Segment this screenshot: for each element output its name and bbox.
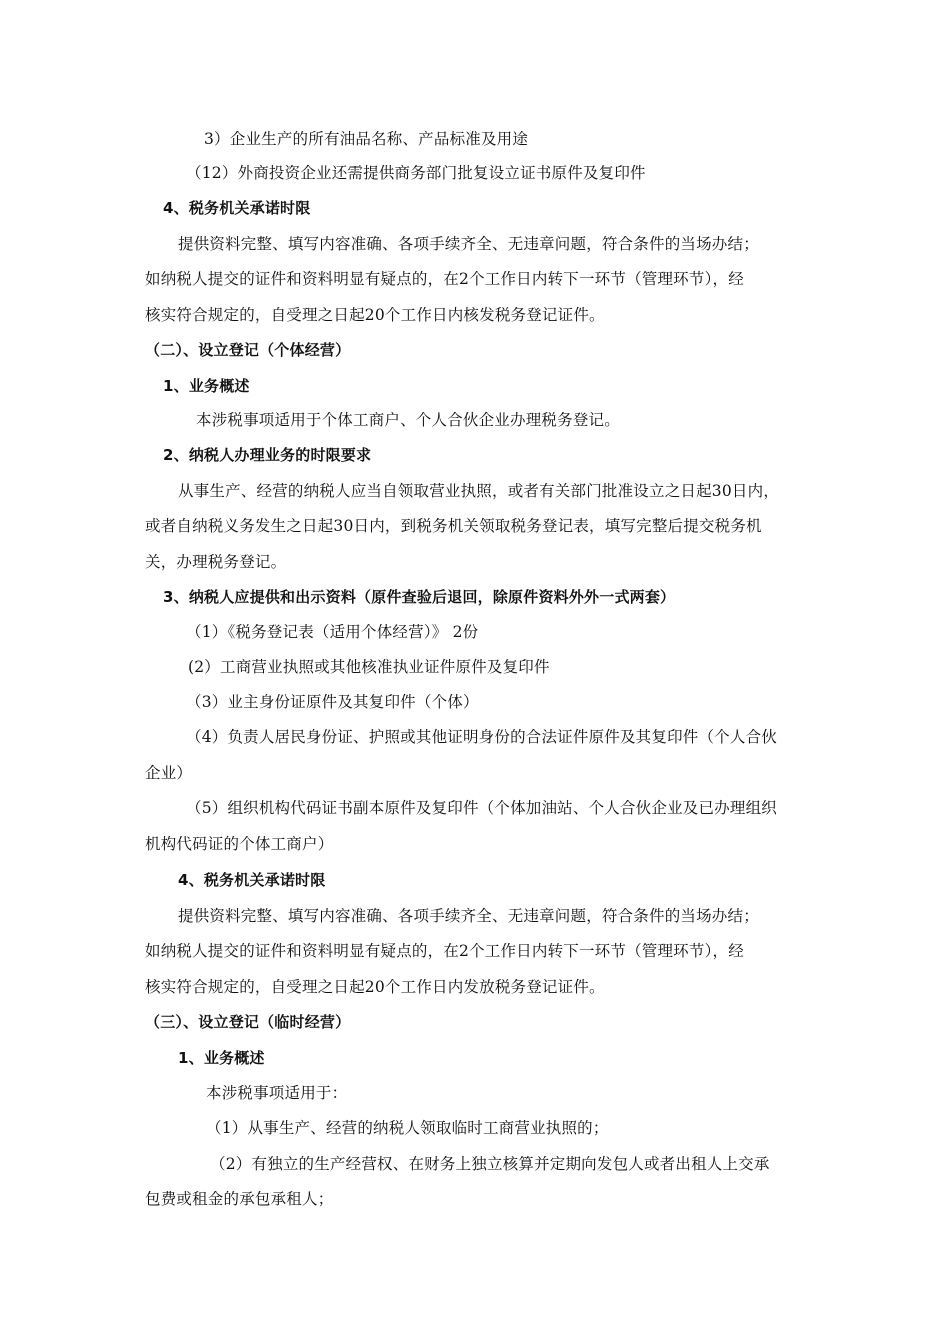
list-item: （12）外商投资企业还需提供商务部门批复设立证书原件及复印件: [186, 164, 646, 182]
list-item: （5）组织机构代码证书副本原件及复印件（个体加油站、个人合伙企业及已办理组织: [186, 799, 777, 817]
list-item: 包费或租金的承包承租人；: [145, 1190, 334, 1208]
section-heading: 3、纳税人应提供和出示资料（原件查验后退回，除原件资料外外一式两套）: [163, 588, 676, 606]
section-heading: 2、纳税人办理业务的时限要求: [163, 446, 372, 464]
list-item: （1）《税务登记表（适用个体经营）》 2份: [186, 623, 479, 641]
paragraph-line: 核实符合规定的，自受理之日起20个工作日内核发税务登记证件。: [145, 306, 605, 324]
paragraph-line: 如纳税人提交的证件和资料明显有疑点的，在2个工作日内转下一环节（管理环节），经: [145, 942, 744, 960]
list-item: 机构代码证的个体工商户）: [145, 835, 334, 853]
paragraph-line: 核实符合规定的，自受理之日起20个工作日内发放税务登记证件。: [145, 978, 605, 996]
paragraph-line: 或者自纳税义务发生之日起30日内，到税务机关领取税务登记表，填写完整后提交税务机: [145, 517, 762, 535]
paragraph-line: 关，办理税务登记。: [145, 553, 287, 571]
section-heading: （二）、设立登记（个体经营）: [145, 341, 351, 359]
paragraph-line: 从事生产、经营的纳税人应当自领取营业执照，或者有关部门批准设立之日起30日内，: [178, 482, 780, 500]
paragraph-line: 本涉税事项适用于个体工商户、个人合伙企业办理税务登记。: [196, 411, 620, 429]
section-heading: 4、税务机关承诺时限: [178, 871, 326, 889]
paragraph-line: 本涉税事项适用于：: [206, 1084, 348, 1102]
section-heading: 4、税务机关承诺时限: [163, 199, 311, 217]
list-item: (2）工商营业执照或其他核准执业证件原件及复印件: [188, 658, 550, 676]
list-item: （1）从事生产、经营的纳税人领取临时工商营业执照的；: [206, 1119, 609, 1137]
section-heading: （三）、设立登记（临时经营）: [145, 1013, 351, 1031]
list-item: （2）有独立的生产经营权、在财务上独立核算并定期向发包人或者出租人上交承: [210, 1155, 770, 1173]
list-item: （3）业主身份证原件及其复印件（个体）: [186, 693, 479, 711]
section-heading: 1、业务概述: [163, 377, 250, 395]
list-item: （4）负责人居民身份证、护照或其他证明身份的合法证件原件及其复印件（个人合伙: [186, 728, 777, 746]
list-item: 企业）: [145, 764, 193, 782]
list-item: 3）企业生产的所有油品名称、产品标准及用途: [204, 130, 529, 148]
section-heading: 1、业务概述: [178, 1049, 265, 1067]
paragraph-line: 提供资料完整、填写内容准确、各项手续齐全、无违章问题，符合条件的当场办结；: [178, 235, 759, 253]
paragraph-line: 提供资料完整、填写内容准确、各项手续齐全、无违章问题，符合条件的当场办结；: [178, 907, 759, 925]
paragraph-line: 如纳税人提交的证件和资料明显有疑点的，在2个工作日内转下一环节（管理环节），经: [145, 270, 744, 288]
